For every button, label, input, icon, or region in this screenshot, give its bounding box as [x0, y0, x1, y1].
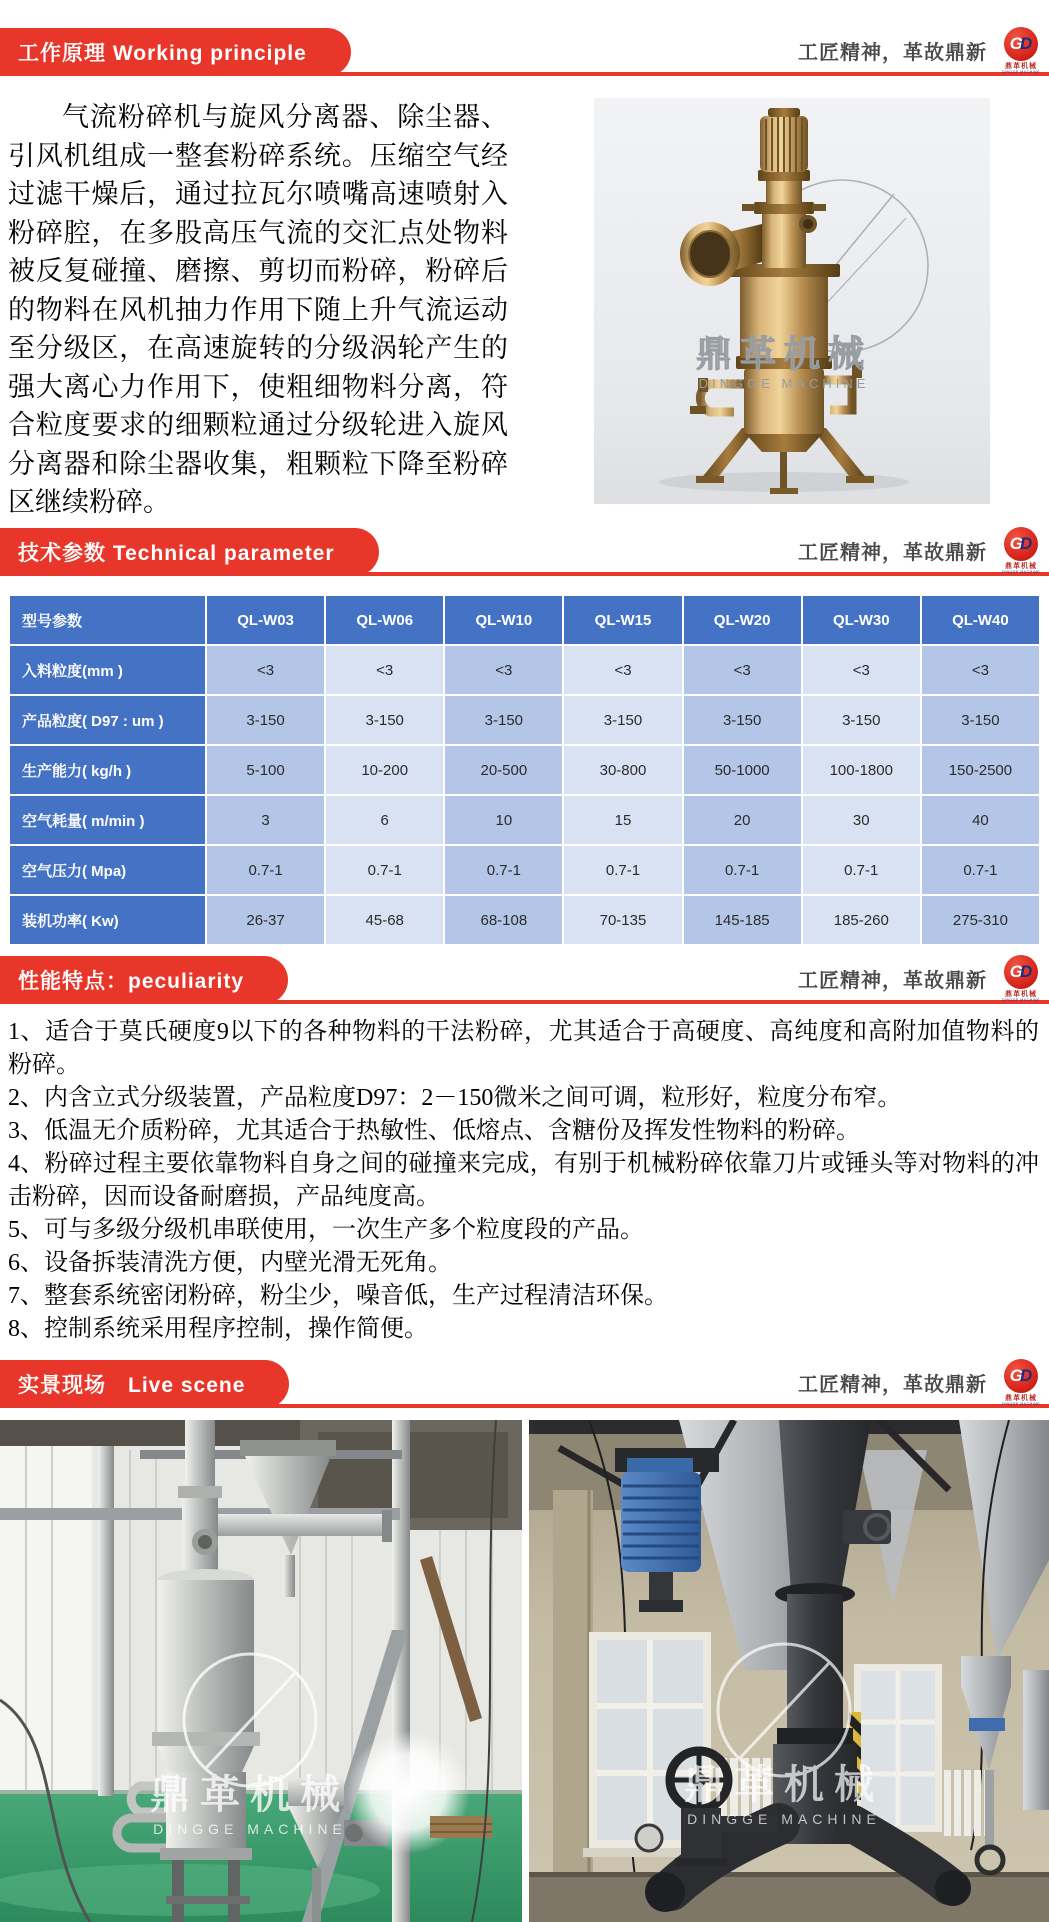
feature-item: 5、可与多级分级机串联使用，一次生产多个粒度段的产品。 [8, 1217, 644, 1243]
table-value-cell: <3 [445, 646, 562, 694]
svg-text:鼎革机械: 鼎革机械 [684, 1763, 884, 1807]
brand-name-cn: 鼎革机械 [1005, 990, 1037, 998]
table-model-header: QL-W10 [445, 596, 562, 644]
section-banner-peculiarity [0, 956, 1049, 1004]
table-model-header: QL-W06 [326, 596, 443, 644]
banner-pill [0, 28, 351, 76]
banner-title: 技术参数 Technical parameter [18, 542, 335, 565]
table-value-cell: <3 [326, 646, 443, 694]
brand-name-cn: 鼎革机械 [1005, 62, 1037, 70]
table-value-cell: 3-150 [207, 696, 324, 744]
table-value-cell: 0.7-1 [803, 846, 920, 894]
table-value-cell: 70-135 [564, 896, 681, 944]
feature-item: 1、适合于莫氏硬度9以下的各种物料的干法粉碎，尤其适合于高硬度、高纯度和高附加值物料的粉碎。 [8, 1019, 1039, 1078]
feature-item: 3、低温无介质粉碎，尤其适合于热敏性、低熔点、含糖份及挥发性物料的粉碎。 [8, 1118, 860, 1144]
table-value-cell: 50-1000 [684, 746, 801, 794]
table-value-cell: 0.7-1 [922, 846, 1039, 894]
table-model-header: QL-W40 [922, 596, 1039, 644]
table-value-cell: 0.7-1 [564, 846, 681, 894]
brand-logo [999, 955, 1043, 1002]
brand-logo-icon: G D [1004, 27, 1038, 61]
table-header-row [10, 596, 1039, 644]
svg-text:鼎革机械: 鼎革机械 [695, 333, 873, 374]
section-banner-working-principle [0, 28, 1049, 76]
live-photo-right [529, 1420, 1049, 1922]
brand-logo-icon: G D [1004, 1359, 1038, 1393]
section-banner-live-scene [0, 1360, 1049, 1408]
table-value-cell: 10-200 [326, 746, 443, 794]
svg-text:DINGGE MACHINE: DINGGE MACHINE [698, 376, 870, 391]
table-row-label: 空气耗量( m/min ) [10, 796, 205, 844]
table-row-label: 产品粒度( D97 : um ) [10, 696, 205, 744]
feature-item: 8、控制系统采用程序控制，操作简便。 [8, 1316, 428, 1342]
technical-parameter-table [8, 594, 1041, 946]
table-value-cell: 5-100 [207, 746, 324, 794]
brand-name-en: DINGGE MACHINE [1001, 68, 1041, 74]
table-value-cell: 30 [803, 796, 920, 844]
table-row [10, 896, 1039, 944]
banner-pill [0, 1360, 289, 1408]
table-row-label: 入料粒度(mm ) [10, 646, 205, 694]
feature-list [0, 1016, 1049, 1346]
banner-pill [0, 528, 379, 576]
table-value-cell: 20-500 [445, 746, 562, 794]
table-value-cell: 3-150 [684, 696, 801, 744]
table-row [10, 746, 1039, 794]
brand-logo-icon: G D [1004, 527, 1038, 561]
brand-name-cn: 鼎革机械 [1005, 1394, 1037, 1402]
table-value-cell: 3-150 [564, 696, 681, 744]
section-working-principle [0, 76, 1049, 528]
table-value-cell: 145-185 [684, 896, 801, 944]
table-value-cell: 10 [445, 796, 562, 844]
table-value-cell: 26-37 [207, 896, 324, 944]
table-value-cell: 3-150 [445, 696, 562, 744]
live-photo-left [0, 1420, 522, 1922]
table-model-header: QL-W03 [207, 596, 324, 644]
table-corner-cell: 型号参数 [10, 596, 205, 644]
table-value-cell: 0.7-1 [207, 846, 324, 894]
feature-item: 7、整套系统密闭粉碎，粉尘少，噪音低，生产过程清洁环保。 [8, 1283, 668, 1309]
table-row [10, 796, 1039, 844]
table-value-cell: <3 [922, 646, 1039, 694]
table-value-cell: 100-1800 [803, 746, 920, 794]
brand-logo [999, 1359, 1043, 1406]
table-value-cell: 20 [684, 796, 801, 844]
table-row [10, 846, 1039, 894]
brand-name-en: DINGGE MACHINE [1001, 1400, 1041, 1406]
table-row [10, 646, 1039, 694]
table-model-header: QL-W30 [803, 596, 920, 644]
table-value-cell: <3 [684, 646, 801, 694]
product-render-image [594, 98, 990, 504]
table-value-cell: 3-150 [803, 696, 920, 744]
brand-logo [999, 27, 1043, 74]
brand-name-cn: 鼎革机械 [1005, 562, 1037, 570]
table-value-cell: 3-150 [922, 696, 1039, 744]
table-value-cell: 3 [207, 796, 324, 844]
section-banner-technical-parameter [0, 528, 1049, 576]
table-value-cell: 0.7-1 [684, 846, 801, 894]
banner-title: 实景现场 Live scene [18, 1374, 246, 1397]
feature-item: 2、内含立式分级装置，产品粒度D97：2－150微米之间可调，粒形好，粒度分布窄。 [8, 1085, 902, 1111]
brand-logo [999, 527, 1043, 574]
table-value-cell: 3-150 [326, 696, 443, 744]
section-technical-parameter [0, 576, 1049, 946]
table-value-cell: 15 [564, 796, 681, 844]
svg-text:鼎革机械: 鼎革机械 [150, 1773, 350, 1817]
table-value-cell: 40 [922, 796, 1039, 844]
svg-text:DINGGE MACHINE: DINGGE MACHINE [153, 1821, 347, 1837]
table-value-cell: <3 [207, 646, 324, 694]
table-value-cell: 45-68 [326, 896, 443, 944]
brand-slogan: 工匠精神，革故鼎新 [798, 969, 987, 992]
table-value-cell: 30-800 [564, 746, 681, 794]
section-live-scene [0, 1420, 1049, 1922]
table-value-cell: 6 [326, 796, 443, 844]
banner-title: 性能特点：peculiarity [18, 970, 245, 993]
table-model-header: QL-W20 [684, 596, 801, 644]
table-row-label: 空气压力( Mpa) [10, 846, 205, 894]
brand-name-en: DINGGE MACHINE [1001, 568, 1041, 574]
banner-pill [0, 956, 288, 1004]
svg-text:DINGGE MACHINE: DINGGE MACHINE [687, 1811, 881, 1827]
table-value-cell: 185-260 [803, 896, 920, 944]
brand-name-en: DINGGE MACHINE [1001, 996, 1041, 1002]
table-row-label: 生产能力( kg/h ) [10, 746, 205, 794]
table-value-cell: <3 [803, 646, 920, 694]
table-model-header: QL-W15 [564, 596, 681, 644]
brand-slogan: 工匠精神，革故鼎新 [798, 1373, 987, 1396]
table-value-cell: 0.7-1 [445, 846, 562, 894]
feature-item: 4、粉碎过程主要依靠物料自身之间的碰撞来完成，有别于机械粉碎依靠刀片或锤头等对物料的冲击粉碎，因而设备耐磨损，产品纯度高。 [8, 1151, 1039, 1210]
table-value-cell: 275-310 [922, 896, 1039, 944]
table-value-cell: <3 [564, 646, 681, 694]
brand-slogan: 工匠精神，革故鼎新 [798, 541, 987, 564]
brand-logo-icon: G D [1004, 955, 1038, 989]
working-principle-paragraph: 气流粉碎机与旋风分离器、除尘器、引风机组成一整套粉碎系统。压缩空气经过滤干燥后，通过拉瓦尔喷嘴高速喷射入粉碎腔，在多股高压气流的交汇点处物料被反复碰撞、磨擦、剪切而粉碎，粉碎后的物料在风机抽力作用下随上升气流运动至分级区，在高速旋转的分级涡轮产生的强大离心力作用下，使粗细物料分离，符合粒度要求的细颗粒通过分级轮进入旋风分离器和除尘器收集，粗颗粒下降至粉碎区继续粉碎。 [8, 102, 508, 517]
table-value-cell: 68-108 [445, 896, 562, 944]
feature-item: 6、设备拆装清洗方便，内壁光滑无死角。 [8, 1250, 452, 1276]
banner-title: 工作原理 Working principle [18, 42, 307, 65]
table-value-cell: 0.7-1 [326, 846, 443, 894]
brand-slogan: 工匠精神，革故鼎新 [798, 41, 987, 64]
table-value-cell: 150-2500 [922, 746, 1039, 794]
table-row [10, 696, 1039, 744]
table-row-label: 装机功率( Kw) [10, 896, 205, 944]
